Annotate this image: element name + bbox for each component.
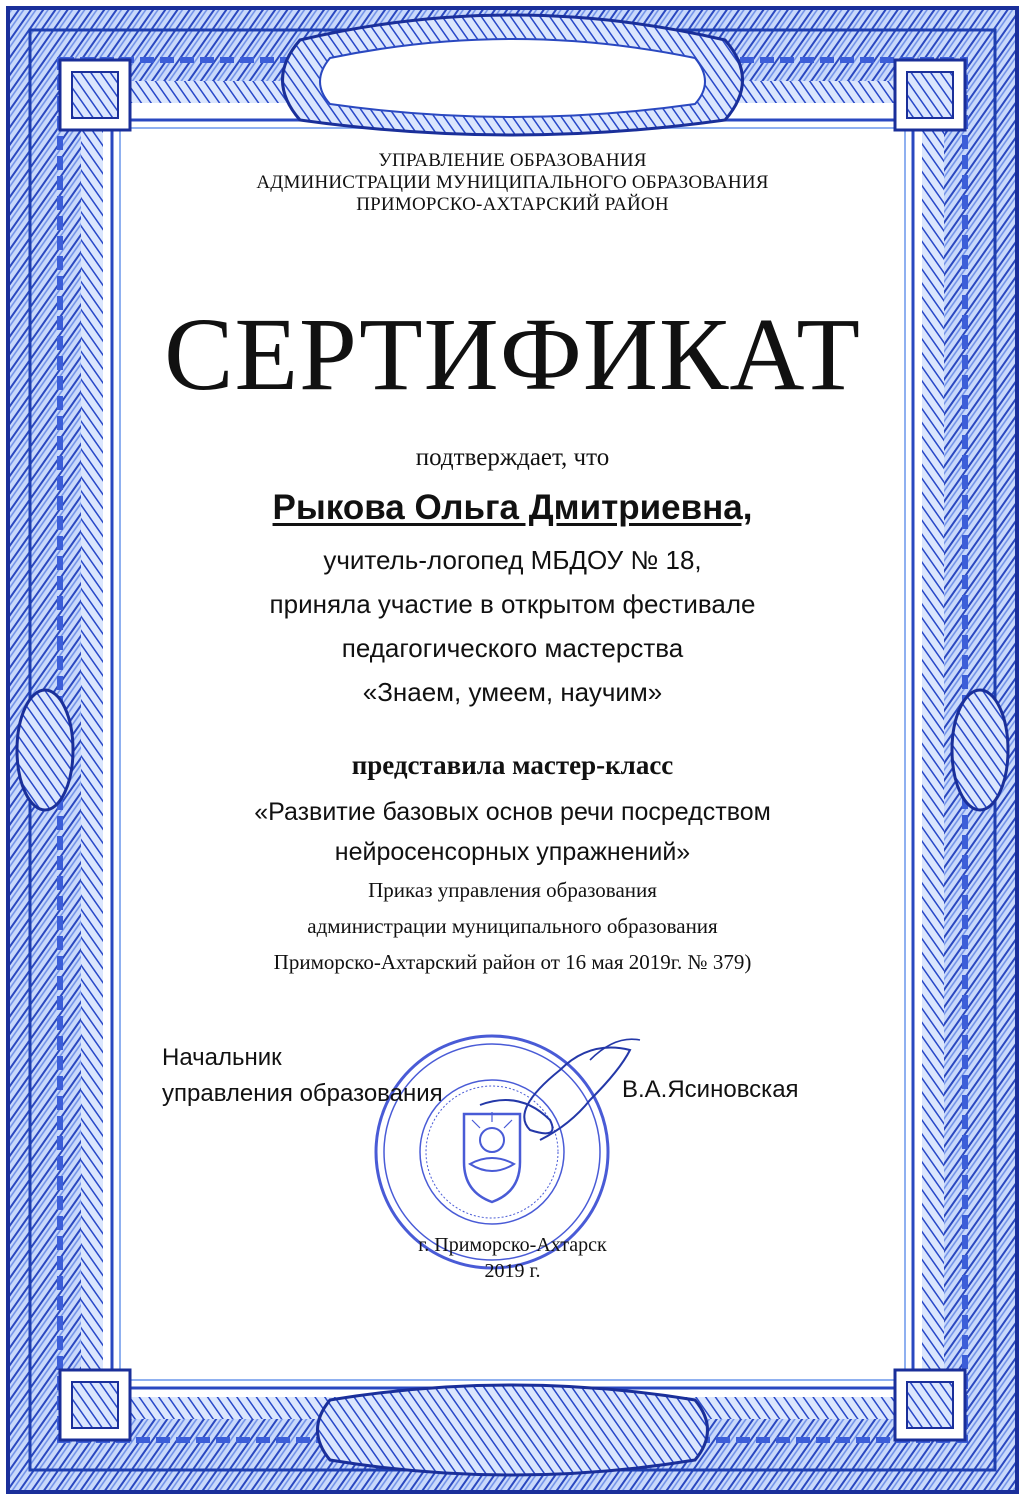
body-line-1: учитель-логопед МБДОУ № 18, bbox=[323, 545, 702, 575]
issuer-line-1: УПРАВЛЕНИЕ ОБРАЗОВАНИЯ bbox=[378, 150, 647, 171]
order-line-3: Приморско-Ахтарский район от 16 мая 2019г. № 379) bbox=[273, 950, 752, 974]
body-line-2: приняла участие в открытом фестивале bbox=[269, 589, 756, 619]
certificate-title: СЕРТИФИКАТ bbox=[164, 297, 861, 412]
master-class-line-1: «Развитие базовых основ речи посредством bbox=[254, 798, 771, 826]
signatory-title bbox=[162, 1040, 443, 1112]
confirms-text: подтверждает, что bbox=[415, 444, 610, 471]
master-class-title bbox=[120, 792, 905, 872]
recipient-name: Рыкова Ольга Дмитриевна, bbox=[272, 488, 753, 527]
signatory-title-line-1: Начальник bbox=[162, 1044, 282, 1071]
order-reference bbox=[120, 872, 905, 980]
master-class-heading: представила мастер-класс bbox=[351, 750, 674, 780]
master-class-line-2: нейросенсорных упражнений» bbox=[334, 838, 691, 866]
order-line-1: Приказ управления образования bbox=[368, 878, 657, 902]
footer-year: 2019 г. bbox=[484, 1260, 541, 1282]
footer-city: г. Приморско-Ахтарск bbox=[418, 1234, 607, 1256]
participation-text bbox=[120, 538, 905, 714]
signatory-title-line-2: управления образования bbox=[162, 1080, 443, 1107]
body-line-3: педагогического мастерства bbox=[341, 633, 684, 663]
issuer-line-2: АДМИНИСТРАЦИИ МУНИЦИПАЛЬНОГО ОБРАЗОВАНИЯ bbox=[256, 172, 769, 193]
issuer-line-3: ПРИМОРСКО-АХТАРСКИЙ РАЙОН bbox=[356, 194, 669, 215]
issuer-header bbox=[120, 150, 905, 216]
place-and-date bbox=[0, 1232, 1025, 1284]
body-line-4: «Знаем, умеем, научим» bbox=[362, 677, 663, 707]
order-line-2: администрации муниципального образования bbox=[307, 914, 718, 938]
signatory-name: В.А.Ясиновская bbox=[622, 1076, 799, 1103]
